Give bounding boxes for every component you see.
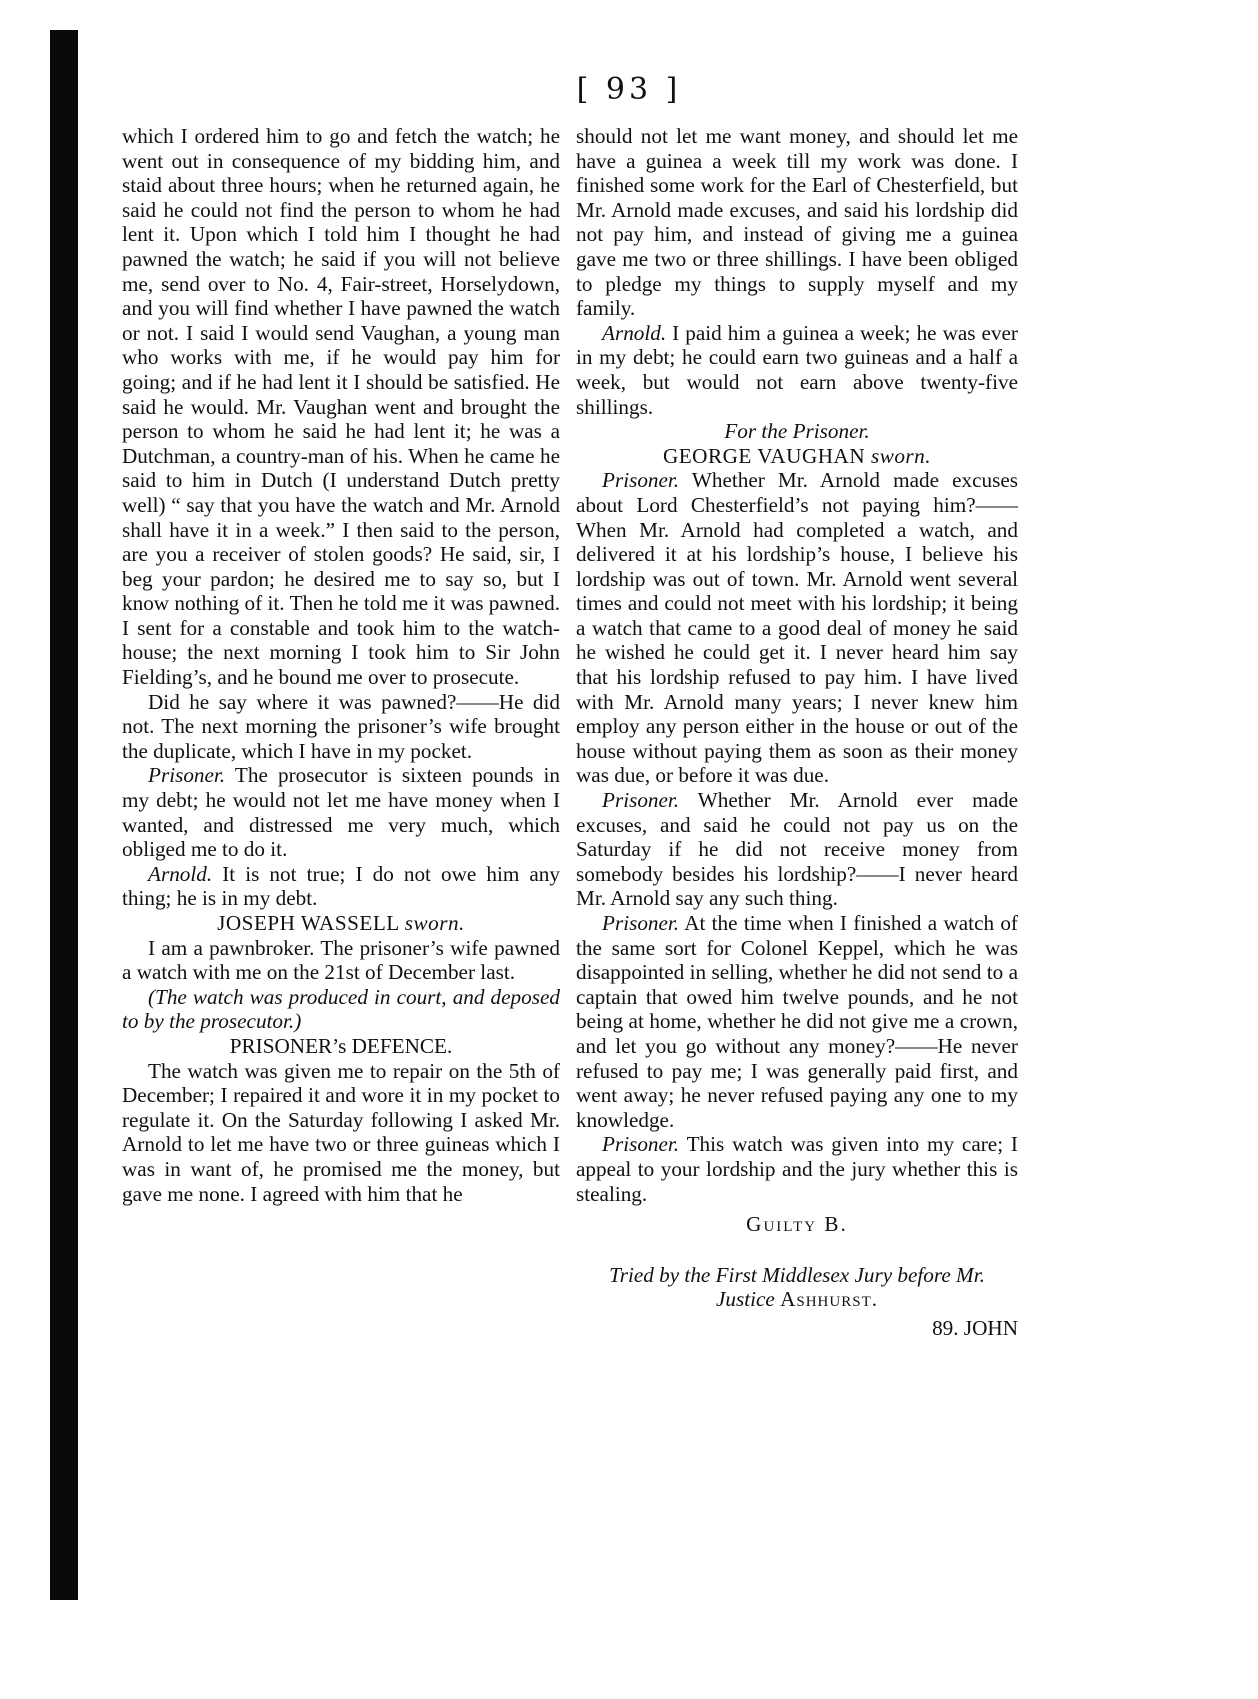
speaker-label: Prisoner. [148,763,226,788]
statement-text: The prosecutor is sixteen pounds in my debt; he would not let me have money when I wanted, and distressed me very much, which obliged me to do it. [122,763,560,862]
statement-text: Whether Mr. Arnold ever made excuses, and said he could not pay us on the Saturday if he did not receive money from somebody besides his lordship?——I never heard Mr. Arnold say any such thing. [576,788,1018,911]
witness-name: JOSEPH WASSELL [217,911,405,935]
prisoner-question [576,911,1018,1132]
testimony-paragraph: I am a pawnbroker. The prisoner’s wife pawned a watch with me on the 21st of December last. [122,935,560,985]
statement-text: It is not true; I do not owe him any thing; he is in my debt. [122,861,560,911]
prisoner-question [576,468,1018,788]
right-column [576,124,1018,1341]
speaker-label: Prisoner. [602,788,680,813]
speaker-label: Arnold. [148,861,213,886]
witness-name: GEORGE VAUGHAN [662,443,871,468]
trial-note-line: Justice [715,1287,781,1312]
judge-name: Ashhurst. [780,1287,879,1312]
sworn-label: sworn. [870,443,932,468]
prisoner-statement [576,1132,1018,1206]
catchword: 89. JOHN [932,1315,1018,1340]
witness-heading [576,444,1018,469]
prisoner-statement [122,763,560,861]
statement-text: I paid him a guinea a week; he was ever in my debt; he could earn two guineas and a half a week, but would not earn above twenty-five shillings. [576,320,1018,419]
speaker-label: Prisoner. [602,911,680,935]
page-number: [ 93 ] [576,72,682,107]
witness-heading [122,911,560,936]
speaker-label: Arnold. [602,320,667,345]
statement-text: At the time when I finished a watch of the same sort for Colonel Keppel, which he was disappointed in selling, whether he did not send to a captain that owed him twelve pounds, and he not being at home, whether he did not give me a crown, and let you go without any money?——He never refused to pay me; I was generally paid first, and went away; he never refused paying any one to my knowledge. [576,911,1018,1132]
defence-paragraph: The watch was given me to repair on the 5th of December; I repaired it and wore it in my pocket to regulate it. On the Saturday following I asked Mr. Arnold to let me have two or three guineas which I was in want of, he promised me the money, but gave me none. I agreed with him that he [122,1058,560,1206]
statement-text: This watch was given into my care; I appeal to your lordship and the jury whether this is stealing. [576,1132,1018,1206]
testimony-paragraph: Did he say where it was pawned?——He did not. The next morning the prisoner’s wife brought the duplicate, which I have in my pocket. [122,689,560,763]
statement-text: Whether Mr. Arnold made excuses about Lord Chesterfield’s not paying him?——When Mr. Arnold had completed a watch, and delivered it at his lordship’s house, I believe his lordship was out of town. Mr. Arnold went several times and could not meet with his lordship; it being a watch that came to a good deal of money he said he wished he could get it. I never heard him say that his lordship refused to pay him. I have lived with Mr. Arnold many years; I never knew him employ any person either in the house or out of the house without paying them as soon as their money was due, or before it was due. [576,468,1018,788]
sworn-label: sworn. [404,911,465,935]
verdict: Guilty B. [746,1212,848,1237]
arnold-statement [576,321,1018,419]
prisoner-question [576,788,1018,911]
trial-note-line: Tried by the First Middlesex Jury before Mr. [609,1262,985,1287]
binding-shadow [50,30,78,1600]
testimony-paragraph: which I ordered him to go and fetch the watch; he went out in consequence of my bidding him, and staid about three hours; when he returned again, he said he could not find the person to whom he had lent it. Upon which I told him I thought he had pawned the watch; he said if you will not believe me, send over to No. 4, Fair-street, Horselydown, and you will find whether I have pawned the watch or not. I said I would send Vaughan, a young man who works with me, if he would pay him for going; and if he had lent it I should be satisfied. He said he would. Mr. Vaughan went and brought the person to whom he said he had lent it; he was a Dutchman, a country-man of his. When he came he said to him in Dutch (I understand Dutch pretty well) “ say that you have the watch and Mr. Arnold shall have it in a week.” I then said to the person, are you a receiver of stolen goods? He said, sir, I beg your pardon; he desired me to say so, but I know nothing of it. Then he told me it was pawned. I sent for a constable and took him to the watch-house; the next morning I took him to Sir John Fielding’s, and he bound me over to prosecute. [122,124,560,690]
trial-note [576,1263,1018,1312]
court-note: (The watch was produced in court, and deposed to by the prosecutor.) [122,984,560,1034]
for-prisoner-heading: For the Prisoner. [724,419,870,444]
arnold-statement [122,862,560,911]
speaker-label: Prisoner. [602,1132,680,1157]
left-column [122,124,560,1206]
speaker-label: Prisoner. [602,468,680,493]
defence-paragraph: should not let me want money, and should let me have a guinea a week till my work was done. I finished some work for the Earl of Chesterfield, but Mr. Arnold made excuses, and said his lordship did not pay him, and instead of giving me a guinea gave me two or three shillings. I have been obliged to pledge my things to supply myself and my family. [576,124,1018,321]
defence-heading: PRISONER’s DEFENCE. [229,1033,453,1058]
